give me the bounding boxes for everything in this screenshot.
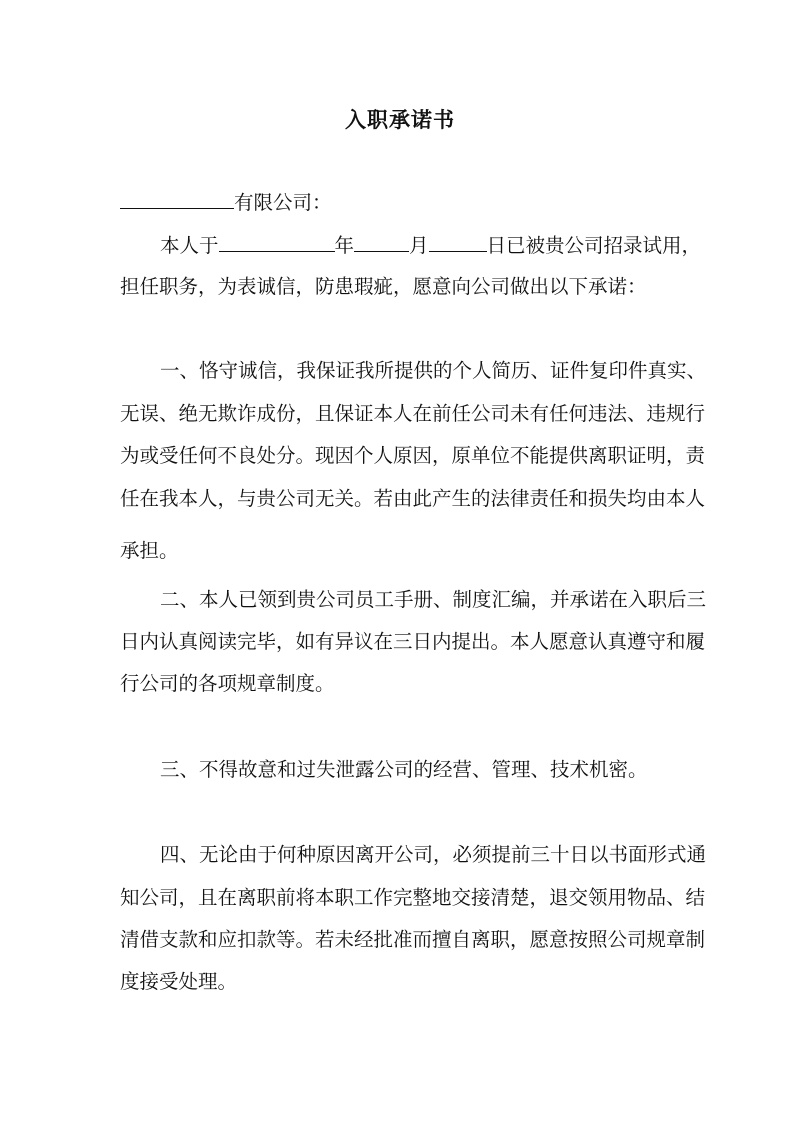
intro-month-label: 月 bbox=[409, 234, 429, 257]
intro-prefix: 本人于 bbox=[160, 234, 219, 257]
section-2-line-1: 二、本人已领到贵公司员工手册、制度汇编，并承诺在入职后三 bbox=[160, 588, 707, 611]
year-blank[interactable] bbox=[219, 231, 335, 252]
section-2-line-3: 行公司的各项规章制度。 bbox=[120, 672, 335, 695]
month-blank[interactable] bbox=[354, 231, 409, 252]
intro-line-2: 担任职务，为表诚信，防患瑕疵，愿意向公司做出以下承诺： bbox=[120, 275, 647, 298]
section-4-line-1: 四、无论由于何种原因离开公司，必须提前三十日以书面形式通 bbox=[160, 843, 707, 866]
addressee-line bbox=[120, 188, 332, 217]
addressee-suffix: 有限公司： bbox=[234, 191, 332, 214]
intro-line-1 bbox=[160, 231, 701, 260]
intro-tail: 日已被贵公司招录试用， bbox=[486, 234, 702, 257]
section-4-line-3: 清借支款和应扣款等。若未经批准而擅自离职，愿意按照公司规章制 bbox=[120, 928, 706, 951]
section-2-line-2: 日内认真阅读完毕，如有异议在三日内提出。本人愿意认真遵守和履 bbox=[120, 630, 706, 653]
section-3-line-1: 三、不得故意和过失泄露公司的经营、管理、技术机密。 bbox=[160, 758, 648, 781]
day-blank[interactable] bbox=[429, 231, 487, 252]
section-1-line-4: 任在我本人，与贵公司无关。若由此产生的法律责任和损失均由本人 bbox=[120, 487, 706, 510]
section-1-line-2: 无误、绝无欺诈成份，且保证本人在前任公司未有任何违法、违规行 bbox=[120, 402, 706, 425]
document-title: 入职承诺书 bbox=[345, 107, 455, 132]
section-1-line-5: 承担。 bbox=[120, 539, 179, 562]
intro-year-label: 年 bbox=[334, 234, 355, 257]
section-1-line-1: 一、恪守诚信，我保证我所提供的个人简历、证件复印件真实、 bbox=[160, 359, 707, 382]
section-4-line-4: 度接受处理。 bbox=[120, 970, 238, 993]
section-1-line-3: 为或受任何不良处分。现因个人原因，原单位不能提供离职证明，责 bbox=[120, 444, 706, 467]
company-name-blank[interactable] bbox=[120, 188, 234, 209]
section-4-line-2: 知公司，且在离职前将本职工作完整地交接清楚，退交领用物品、结 bbox=[120, 886, 706, 909]
